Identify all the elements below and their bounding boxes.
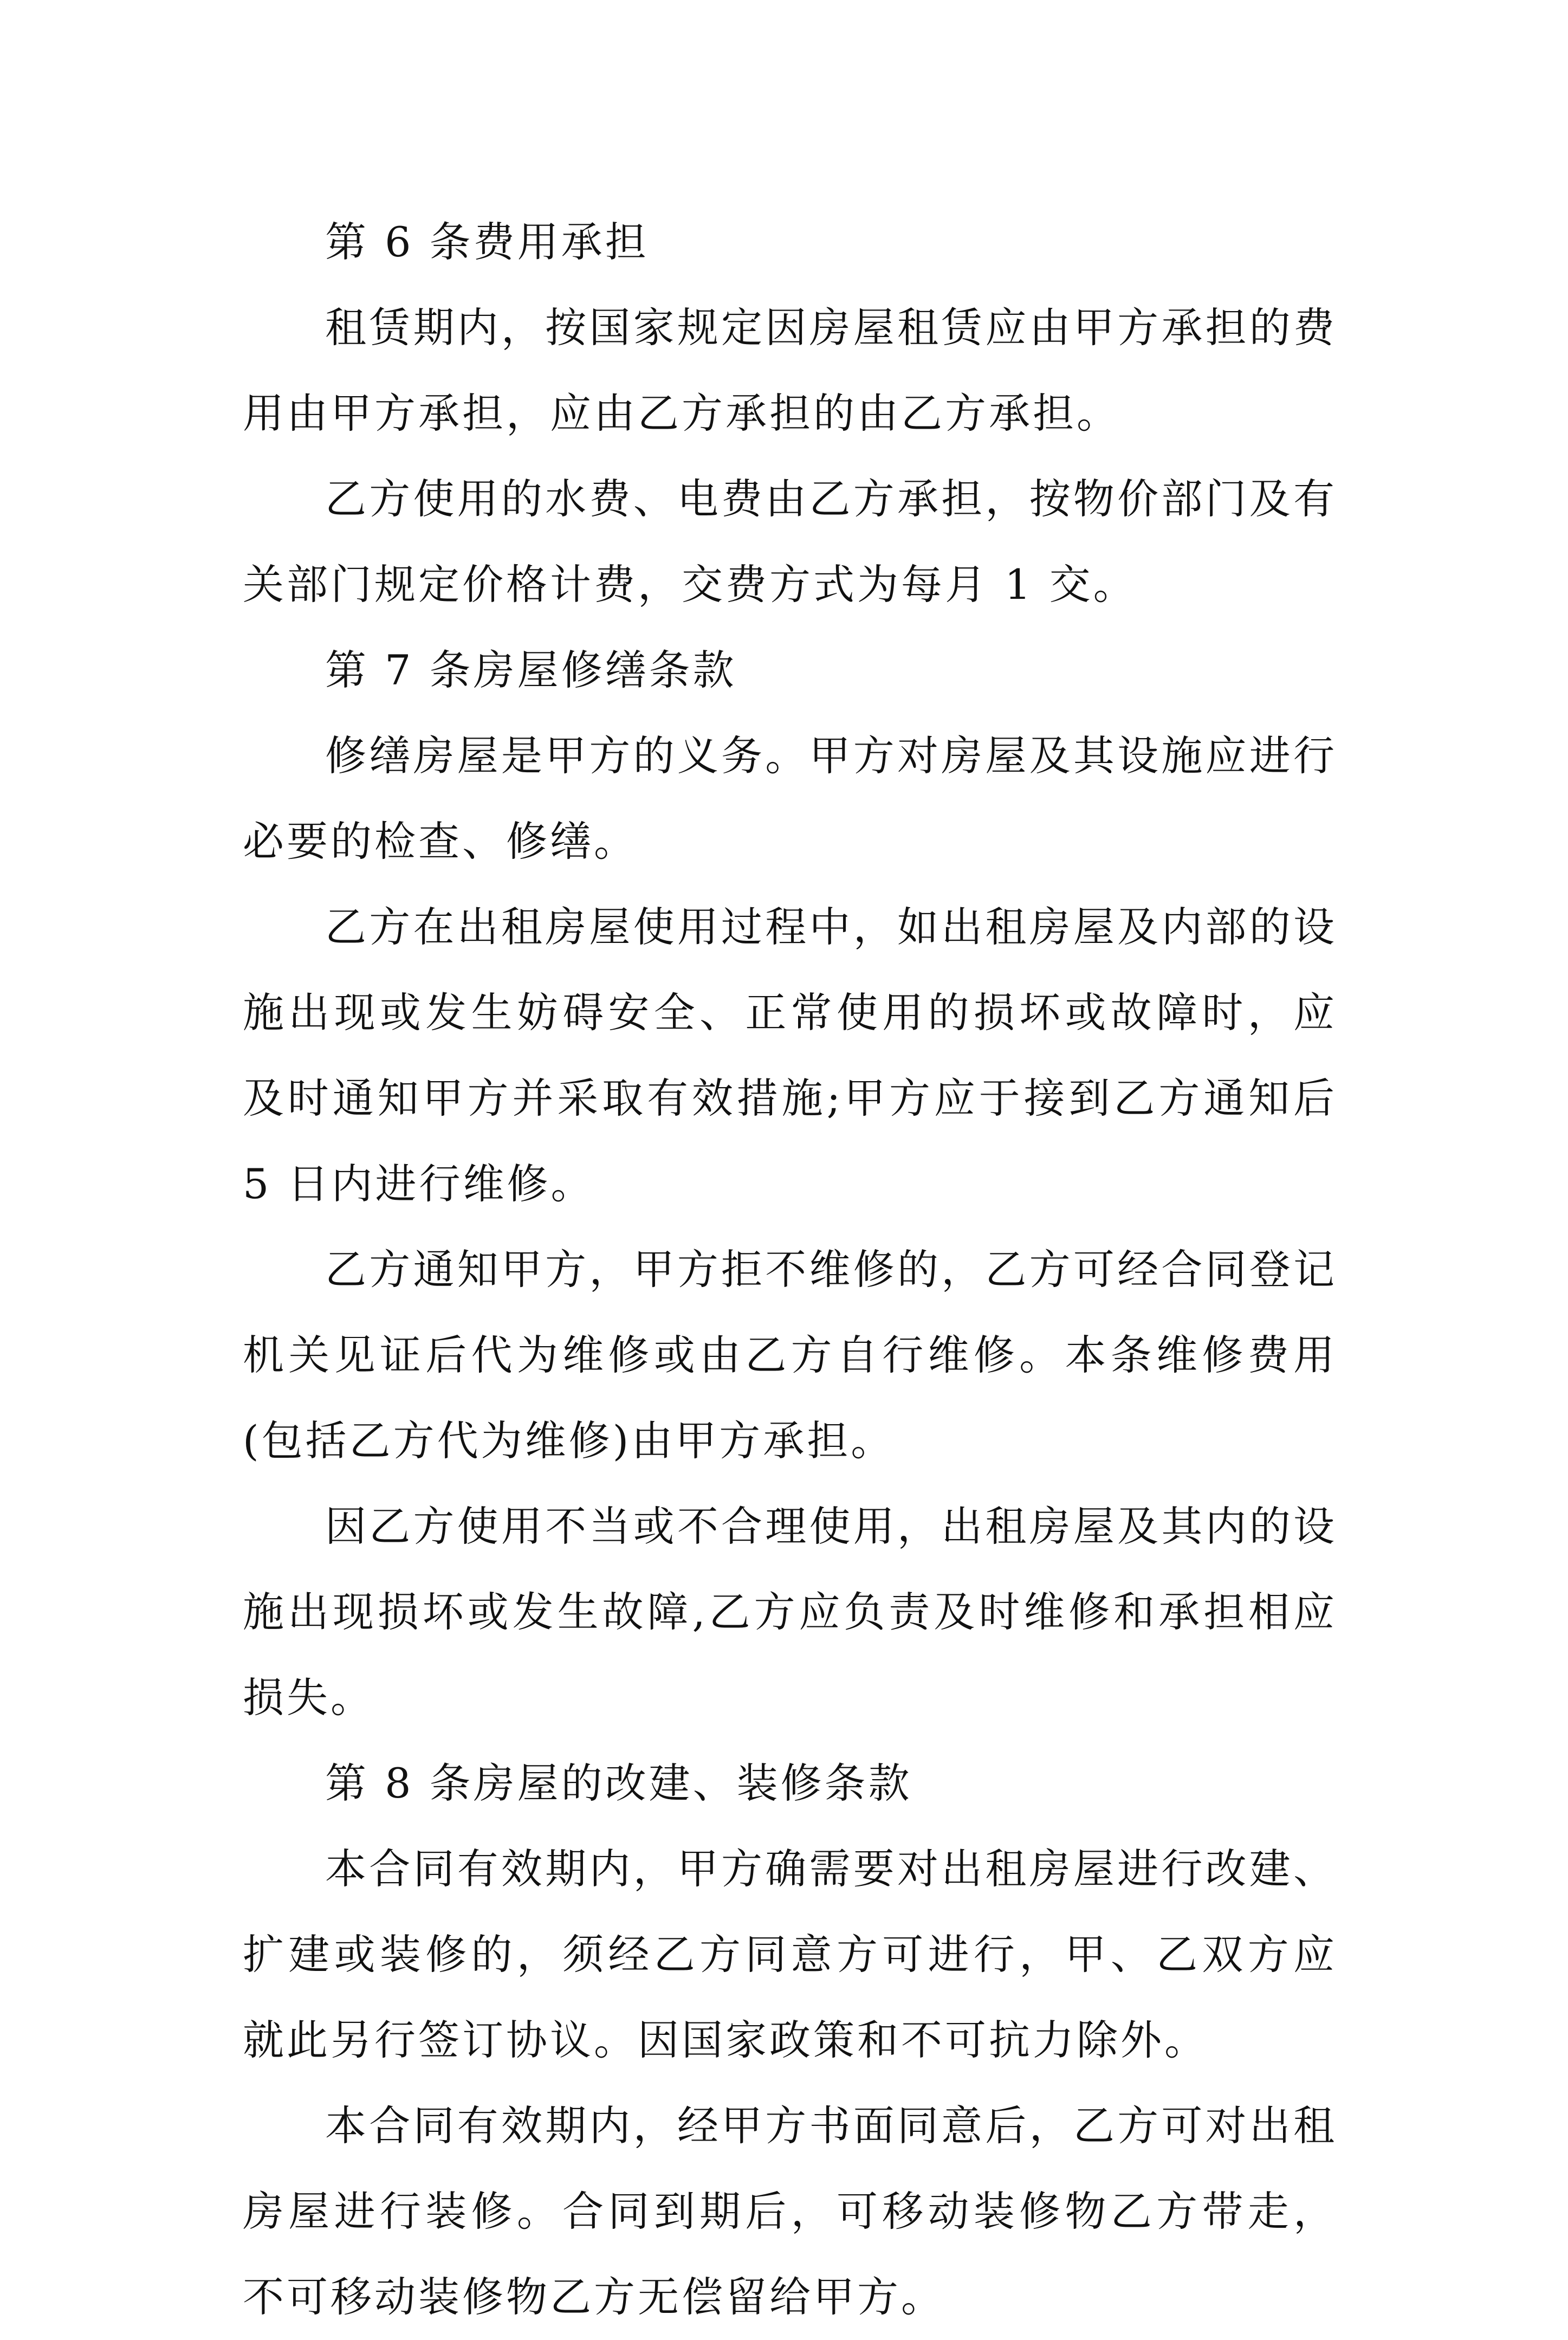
article-7-heading: 第 7 条房屋修缮条款 <box>325 646 737 694</box>
article-8-paragraph-2: 本合同有效期内，经甲方书面同意后，乙方可对出租房屋进行装修。合同到期后，可移动装修物乙方带走，不可移动装修物乙方无偿留给甲方。 <box>243 2102 1337 2321</box>
article-8-paragraph-1: 本合同有效期内，甲方确需要对出租房屋进行改建、扩建或装修的，须经乙方同意方可进行，甲、乙双方应就此另行签订协议。因国家政策和不可抗力除外。 <box>243 1845 1337 2064</box>
article-6-paragraph-1: 租赁期内，按国家规定因房屋租赁应由甲方承担的费用由甲方承担，应由乙方承担的由乙方承担。 <box>243 303 1337 437</box>
article-7-paragraph-3: 乙方通知甲方，甲方拒不维修的，乙方可经合同登记机关见证后代为维修或由乙方自行维修。本条维修费用(包括乙方代为维修)由甲方承担。 <box>243 1245 1337 1465</box>
article-8-heading: 第 8 条房屋的改建、装修条款 <box>325 1759 912 1807</box>
article-7-paragraph-2: 乙方在出租房屋使用过程中，如出租房屋及内部的设施出现或发生妨碍安全、正常使用的损坏或故障时，应及时通知甲方并采取有效措施;甲方应于接到乙方通知后 5 日内进行维修。 <box>243 903 1337 1208</box>
article-6-paragraph-2: 乙方使用的水费、电费由乙方承担，按物价部门及有关部门规定价格计费，交费方式为每月 1 交。 <box>243 475 1337 609</box>
document-body <box>243 199 1337 2340</box>
article-6-heading: 第 6 条费用承担 <box>325 218 649 266</box>
article-7-paragraph-4: 因乙方使用不当或不合理使用，出租房屋及其内的设施出现损坏或发生故障,乙方应负责及时维修和承担相应损失。 <box>243 1502 1337 1722</box>
article-7-paragraph-1: 修缮房屋是甲方的义务。甲方对房屋及其设施应进行必要的检查、修缮。 <box>243 732 1337 865</box>
